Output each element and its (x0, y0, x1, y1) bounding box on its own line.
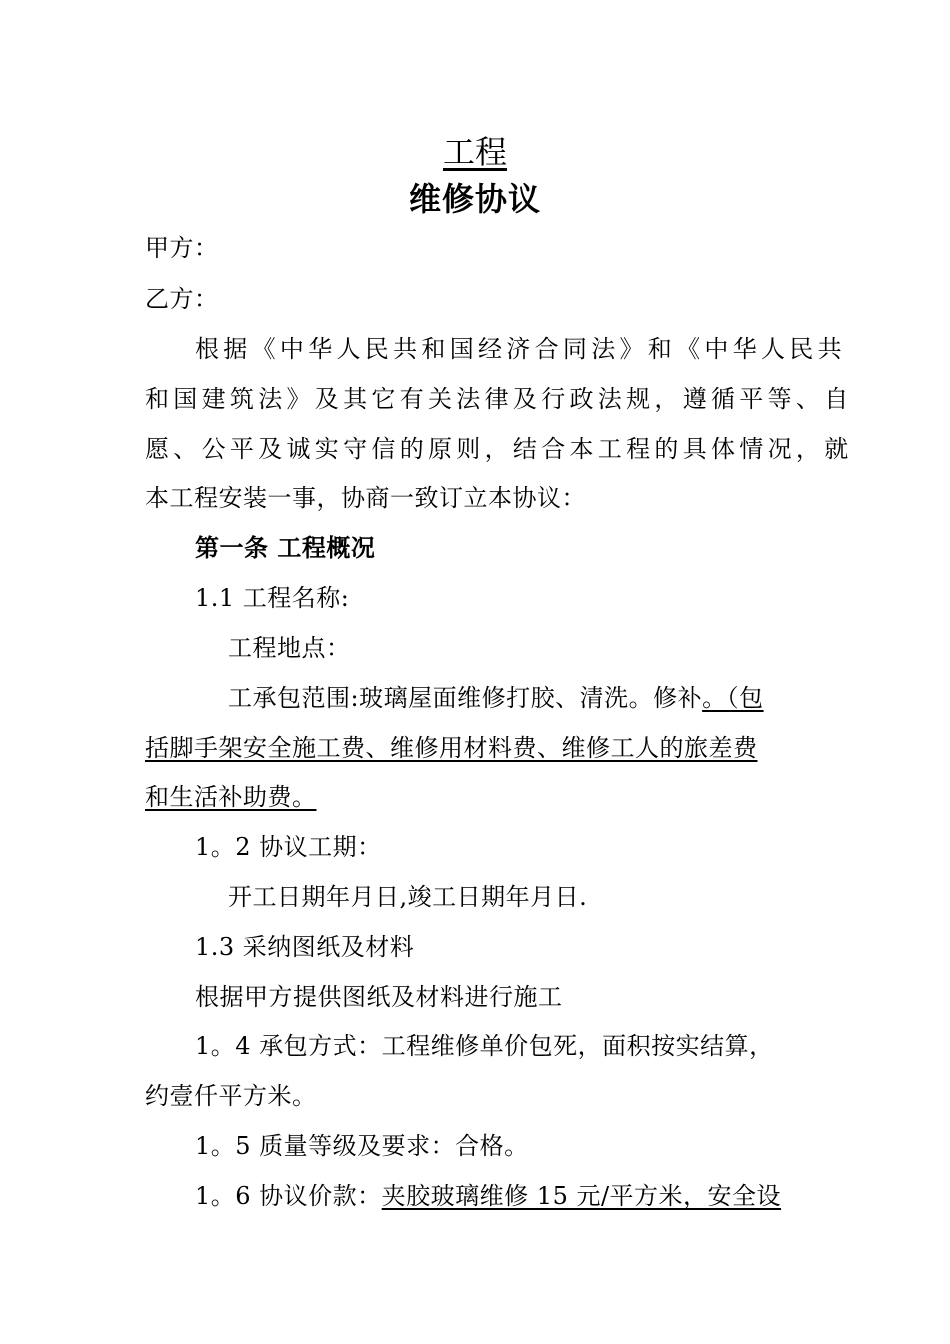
project-location: 工程地点： (228, 634, 351, 662)
section-1-4-contract-mode: 1。4 承包方式：工程维修单价包死，面积按实结算， (195, 1032, 774, 1060)
price-value: 夹胶玻璃维修 15 元/平方米，安全设 (381, 1182, 782, 1210)
preamble-line-4: 本工程安装一事，协商一致订立本协议： (145, 484, 586, 512)
doc-title-line2: 维修协议 (408, 180, 541, 218)
section-1-2-schedule: 1。2 协议工期： (195, 833, 382, 861)
preamble-line-3: 愿、公平及诚实守信的原则，结合本工程的具体情况，就 (145, 435, 853, 463)
drawings-text: 根据甲方提供图纸及材料进行施工 (195, 983, 563, 1011)
party-b-label: 乙方： (145, 285, 219, 313)
section-1-6-price (195, 1181, 950, 1211)
scope-line-3: 和生活补助费。 (145, 783, 317, 811)
party-a-label: 甲方： (145, 234, 219, 262)
contract-mode-area: 约壹仟平方米。 (145, 1082, 317, 1110)
schedule-dates: 开工日期年月日,竣工日期年月日. (228, 883, 588, 911)
preamble-line-2: 和国建筑法》及其它有关法律及行政法规，遵循平等、自 (145, 385, 853, 413)
scope-line-2: 括脚手架安全施工费、维修用材料费、维修工人的旅差费 (145, 734, 758, 762)
doc-title-line1 (0, 133, 950, 171)
preamble-line-1: 根据《中华人民共和国经济合同法》和《中华人民共 (195, 335, 846, 363)
section-1-3-drawings: 1.3 采纳图纸及材料 (195, 933, 415, 961)
scope-line-1 (228, 683, 950, 713)
scope-text: 工承包范围:玻璃屋面维修打胶、清洗。修补 (228, 684, 703, 712)
project-name-title: 工程 (442, 133, 507, 171)
section-1-1-project-name: 1.1 工程名称: (195, 584, 350, 612)
section-1-5-quality: 1。5 质量等级及要求：合格。 (195, 1132, 529, 1160)
scope-included-start: 。（包 (702, 684, 764, 712)
price-label: 1。6 协议价款： (195, 1182, 382, 1210)
article-1-heading: 第一条 工程概况 (195, 533, 376, 562)
